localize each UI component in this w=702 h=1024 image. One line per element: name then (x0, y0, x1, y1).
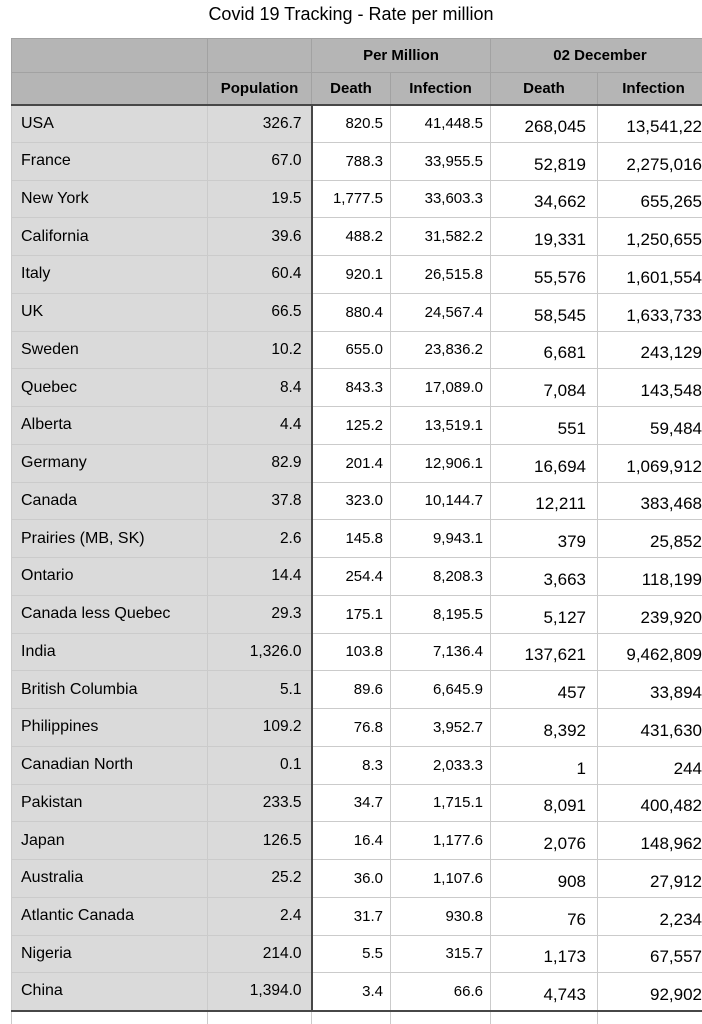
table-row (12, 444, 702, 482)
table-row (12, 482, 702, 520)
cell-dec_infection[interactable]: 9,462,809 (598, 633, 702, 671)
cell-pm_death[interactable]: 655.0 (312, 331, 391, 369)
column-header-row (12, 73, 702, 105)
cell-name[interactable]: Germany (12, 444, 208, 482)
cell-name[interactable]: Canada less Quebec (12, 595, 208, 633)
table-row (12, 142, 702, 180)
cell-population[interactable]: 4.4 (208, 407, 312, 445)
cell-dec_death[interactable]: 1 (491, 746, 598, 784)
cell-pm_death[interactable]: 31.7 (312, 897, 391, 935)
cell-dec_infection[interactable]: 33,894 (598, 671, 702, 709)
cell-pm_infection[interactable]: 315.7 (391, 935, 491, 973)
cell-dec_death[interactable]: 58,545 (491, 293, 598, 331)
cell-empty[interactable] (491, 1011, 598, 1024)
cell-pm_infection[interactable]: 17,089.0 (391, 369, 491, 407)
cell-dec_infection[interactable]: 13,541,22 (598, 105, 702, 143)
cell-name[interactable]: UK (12, 293, 208, 331)
cell-pm_death[interactable]: 920.1 (312, 256, 391, 294)
cell-dec_infection[interactable]: 59,484 (598, 407, 702, 445)
cell-pm_infection[interactable]: 1,715.1 (391, 784, 491, 822)
table-row (12, 784, 702, 822)
cell-name[interactable]: Australia (12, 860, 208, 898)
table-header (12, 39, 702, 105)
cell-population[interactable]: 2.6 (208, 520, 312, 558)
cell-dec_death[interactable]: 76 (491, 897, 598, 935)
cell-dec_death[interactable]: 3,663 (491, 558, 598, 596)
cell-dec_death[interactable]: 268,045 (491, 105, 598, 143)
cell-pm_infection[interactable]: 8,208.3 (391, 558, 491, 596)
cell-dec_death[interactable]: 551 (491, 407, 598, 445)
cell-name[interactable]: California (12, 218, 208, 256)
cell-pm_death[interactable]: 323.0 (312, 482, 391, 520)
cell-pm_infection[interactable]: 7,136.4 (391, 633, 491, 671)
cell-name[interactable]: Philippines (12, 709, 208, 747)
table-row (12, 633, 702, 671)
cell-pm_infection[interactable]: 9,943.1 (391, 520, 491, 558)
cell-pm_death[interactable]: 103.8 (312, 633, 391, 671)
cell-dec_death[interactable]: 19,331 (491, 218, 598, 256)
col-header-pm-death[interactable]: Death (312, 73, 391, 105)
table-row (12, 105, 702, 143)
cell-pm_infection[interactable]: 33,955.5 (391, 142, 491, 180)
cell-pm_infection[interactable]: 6,645.9 (391, 671, 491, 709)
cell-pm_death[interactable]: 34.7 (312, 784, 391, 822)
table-row (12, 671, 702, 709)
cell-dec_infection[interactable]: 67,557 (598, 935, 702, 973)
cell-dec_death[interactable]: 8,392 (491, 709, 598, 747)
cell-pm_death[interactable]: 1,777.5 (312, 180, 391, 218)
group-header-per-million[interactable]: Per Million (312, 39, 491, 73)
cell-dec_death[interactable]: 379 (491, 520, 598, 558)
cell-pm_death[interactable]: 201.4 (312, 444, 391, 482)
cell-population[interactable]: 25.2 (208, 860, 312, 898)
cell-population[interactable]: 82.9 (208, 444, 312, 482)
cell-pm_death[interactable]: 76.8 (312, 709, 391, 747)
cell-dec_death[interactable]: 457 (491, 671, 598, 709)
cell-dec_infection[interactable]: 1,633,733 (598, 293, 702, 331)
cell-name[interactable]: Canada (12, 482, 208, 520)
cell-dec_infection[interactable]: 383,468 (598, 482, 702, 520)
table-row (12, 709, 702, 747)
cell-pm_death[interactable]: 3.4 (312, 973, 391, 1011)
cell-population[interactable]: 8.4 (208, 369, 312, 407)
cell-pm_infection[interactable]: 1,107.6 (391, 860, 491, 898)
cell-name[interactable]: Ontario (12, 558, 208, 596)
cell-dec_death[interactable]: 7,084 (491, 369, 598, 407)
cell-dec_death[interactable]: 908 (491, 860, 598, 898)
table-row (12, 897, 702, 935)
cell-name[interactable]: Quebec (12, 369, 208, 407)
table-row (12, 595, 702, 633)
cell-pm_infection[interactable]: 2,033.3 (391, 746, 491, 784)
cell-name[interactable]: China (12, 973, 208, 1011)
table-row (12, 331, 702, 369)
cell-dec_infection[interactable]: 143,548 (598, 369, 702, 407)
col-header-dec-death[interactable]: Death (491, 73, 598, 105)
cell-pm_infection[interactable]: 26,515.8 (391, 256, 491, 294)
cell-pm_death[interactable]: 175.1 (312, 595, 391, 633)
cell-population[interactable]: 2.4 (208, 897, 312, 935)
col-header-population[interactable]: Population (208, 73, 312, 105)
cell-dec_infection[interactable]: 1,601,554 (598, 256, 702, 294)
cell-pm_infection[interactable]: 12,906.1 (391, 444, 491, 482)
cell-pm_death[interactable]: 5.5 (312, 935, 391, 973)
table-row (12, 558, 702, 596)
cell-name[interactable]: Atlantic Canada (12, 897, 208, 935)
cell-pm_death[interactable]: 89.6 (312, 671, 391, 709)
table-row (12, 256, 702, 294)
cell-population[interactable]: 126.5 (208, 822, 312, 860)
cell-pm_death[interactable]: 125.2 (312, 407, 391, 445)
cell-population[interactable]: 60.4 (208, 256, 312, 294)
cell-name[interactable]: USA (12, 105, 208, 143)
cell-dec_infection[interactable]: 244 (598, 746, 702, 784)
cell-name[interactable]: Pakistan (12, 784, 208, 822)
cell-dec_infection[interactable]: 1,069,912 (598, 444, 702, 482)
cell-dec_death[interactable]: 4,743 (491, 973, 598, 1011)
cell-population[interactable]: 10.2 (208, 331, 312, 369)
cell-dec_infection[interactable]: 118,199 (598, 558, 702, 596)
cell-dec_infection[interactable]: 655,265 (598, 180, 702, 218)
group-header-02-december[interactable]: 02 December (491, 39, 702, 73)
cell-name[interactable]: India (12, 633, 208, 671)
cell-name[interactable]: British Columbia (12, 671, 208, 709)
cell-dec_death[interactable]: 6,681 (491, 331, 598, 369)
table-row (12, 973, 702, 1011)
cell-dec_infection[interactable]: 1,250,655 (598, 218, 702, 256)
cell-pm_death[interactable]: 145.8 (312, 520, 391, 558)
page-title: Covid 19 Tracking - Rate per million (208, 4, 494, 24)
table-row (12, 218, 702, 256)
cell-dec_infection[interactable]: 243,129 (598, 331, 702, 369)
cell-dec_death[interactable]: 55,576 (491, 256, 598, 294)
cell-pm_death[interactable]: 36.0 (312, 860, 391, 898)
cell-dec_death[interactable]: 12,211 (491, 482, 598, 520)
cell-name[interactable]: Nigeria (12, 935, 208, 973)
cell-dec_death[interactable]: 16,694 (491, 444, 598, 482)
corner-cell-name[interactable] (12, 39, 208, 73)
cell-population[interactable]: 37.8 (208, 482, 312, 520)
cell-name[interactable]: Japan (12, 822, 208, 860)
cell-pm_infection[interactable]: 24,567.4 (391, 293, 491, 331)
cell-population[interactable]: 109.2 (208, 709, 312, 747)
cell-dec_death[interactable]: 52,819 (491, 142, 598, 180)
cell-name[interactable]: France (12, 142, 208, 180)
cell-name[interactable]: Prairies (MB, SK) (12, 520, 208, 558)
cell-pm_infection[interactable]: 41,448.5 (391, 105, 491, 143)
cell-population[interactable]: 39.6 (208, 218, 312, 256)
col-header-name[interactable] (12, 73, 208, 105)
cell-empty[interactable] (312, 1011, 391, 1024)
cell-population[interactable]: 14.4 (208, 558, 312, 596)
table-row (12, 180, 702, 218)
cell-population[interactable]: 326.7 (208, 105, 312, 143)
cell-population[interactable]: 233.5 (208, 784, 312, 822)
table-body (12, 105, 702, 1011)
cell-name[interactable]: New York (12, 180, 208, 218)
cell-name[interactable]: Canadian North (12, 746, 208, 784)
cell-pm_death[interactable]: 843.3 (312, 369, 391, 407)
cell-dec_death[interactable]: 34,662 (491, 180, 598, 218)
partial-row (12, 1011, 702, 1024)
cell-pm_death[interactable]: 8.3 (312, 746, 391, 784)
cell-pm_death[interactable]: 254.4 (312, 558, 391, 596)
cell-population[interactable]: 66.5 (208, 293, 312, 331)
cell-pm_infection[interactable]: 66.6 (391, 973, 491, 1011)
cell-pm_infection[interactable]: 8,195.5 (391, 595, 491, 633)
cell-empty[interactable] (391, 1011, 491, 1024)
cell-name[interactable]: Sweden (12, 331, 208, 369)
table-row (12, 822, 702, 860)
cell-pm_infection[interactable]: 10,144.7 (391, 482, 491, 520)
cell-dec_infection[interactable]: 92,902 (598, 973, 702, 1011)
cell-pm_infection[interactable]: 1,177.6 (391, 822, 491, 860)
cell-pm_death[interactable]: 880.4 (312, 293, 391, 331)
cell-name[interactable]: Italy (12, 256, 208, 294)
cell-dec_infection[interactable]: 27,912 (598, 860, 702, 898)
cell-dec_infection[interactable]: 2,275,016 (598, 142, 702, 180)
table-footer (12, 1011, 702, 1024)
cell-dec_death[interactable]: 8,091 (491, 784, 598, 822)
cell-pm_death[interactable]: 820.5 (312, 105, 391, 143)
table-row (12, 407, 702, 445)
cell-empty[interactable] (208, 1011, 312, 1024)
col-header-dec-infection[interactable]: Infection (598, 73, 702, 105)
cell-population[interactable]: 214.0 (208, 935, 312, 973)
cell-pm_infection[interactable]: 3,952.7 (391, 709, 491, 747)
cell-dec_infection[interactable]: 148,962 (598, 822, 702, 860)
cell-empty[interactable] (598, 1011, 702, 1024)
covid-table (11, 38, 702, 1024)
cell-dec_death[interactable]: 2,076 (491, 822, 598, 860)
cell-population[interactable]: 19.5 (208, 180, 312, 218)
cell-name[interactable]: Alberta (12, 407, 208, 445)
cell-dec_infection[interactable]: 239,920 (598, 595, 702, 633)
table-row (12, 369, 702, 407)
group-header-row (12, 39, 702, 73)
cell-population[interactable]: 1,326.0 (208, 633, 312, 671)
table-row (12, 935, 702, 973)
cell-dec_infection[interactable]: 431,630 (598, 709, 702, 747)
cell-pm_infection[interactable]: 33,603.3 (391, 180, 491, 218)
cell-pm_death[interactable]: 788.3 (312, 142, 391, 180)
cell-population[interactable]: 1,394.0 (208, 973, 312, 1011)
table-row (12, 293, 702, 331)
cell-pm_death[interactable]: 16.4 (312, 822, 391, 860)
cell-population[interactable]: 0.1 (208, 746, 312, 784)
cell-empty[interactable] (12, 1011, 208, 1024)
cell-dec_infection[interactable]: 400,482 (598, 784, 702, 822)
cell-pm_death[interactable]: 488.2 (312, 218, 391, 256)
cell-dec_death[interactable]: 5,127 (491, 595, 598, 633)
cell-population[interactable]: 67.0 (208, 142, 312, 180)
col-header-pm-infection[interactable]: Infection (391, 73, 491, 105)
cell-pm_infection[interactable]: 31,582.2 (391, 218, 491, 256)
cell-dec_infection[interactable]: 2,234 (598, 897, 702, 935)
cell-population[interactable]: 5.1 (208, 671, 312, 709)
table-row (12, 860, 702, 898)
cell-pm_infection[interactable]: 23,836.2 (391, 331, 491, 369)
cell-population[interactable]: 29.3 (208, 595, 312, 633)
cell-dec_infection[interactable]: 25,852 (598, 520, 702, 558)
cell-dec_death[interactable]: 1,173 (491, 935, 598, 973)
cell-pm_infection[interactable]: 13,519.1 (391, 407, 491, 445)
table-row (12, 746, 702, 784)
table-row (12, 520, 702, 558)
cell-pm_infection[interactable]: 930.8 (391, 897, 491, 935)
corner-cell-population[interactable] (208, 39, 312, 73)
cell-dec_death[interactable]: 137,621 (491, 633, 598, 671)
